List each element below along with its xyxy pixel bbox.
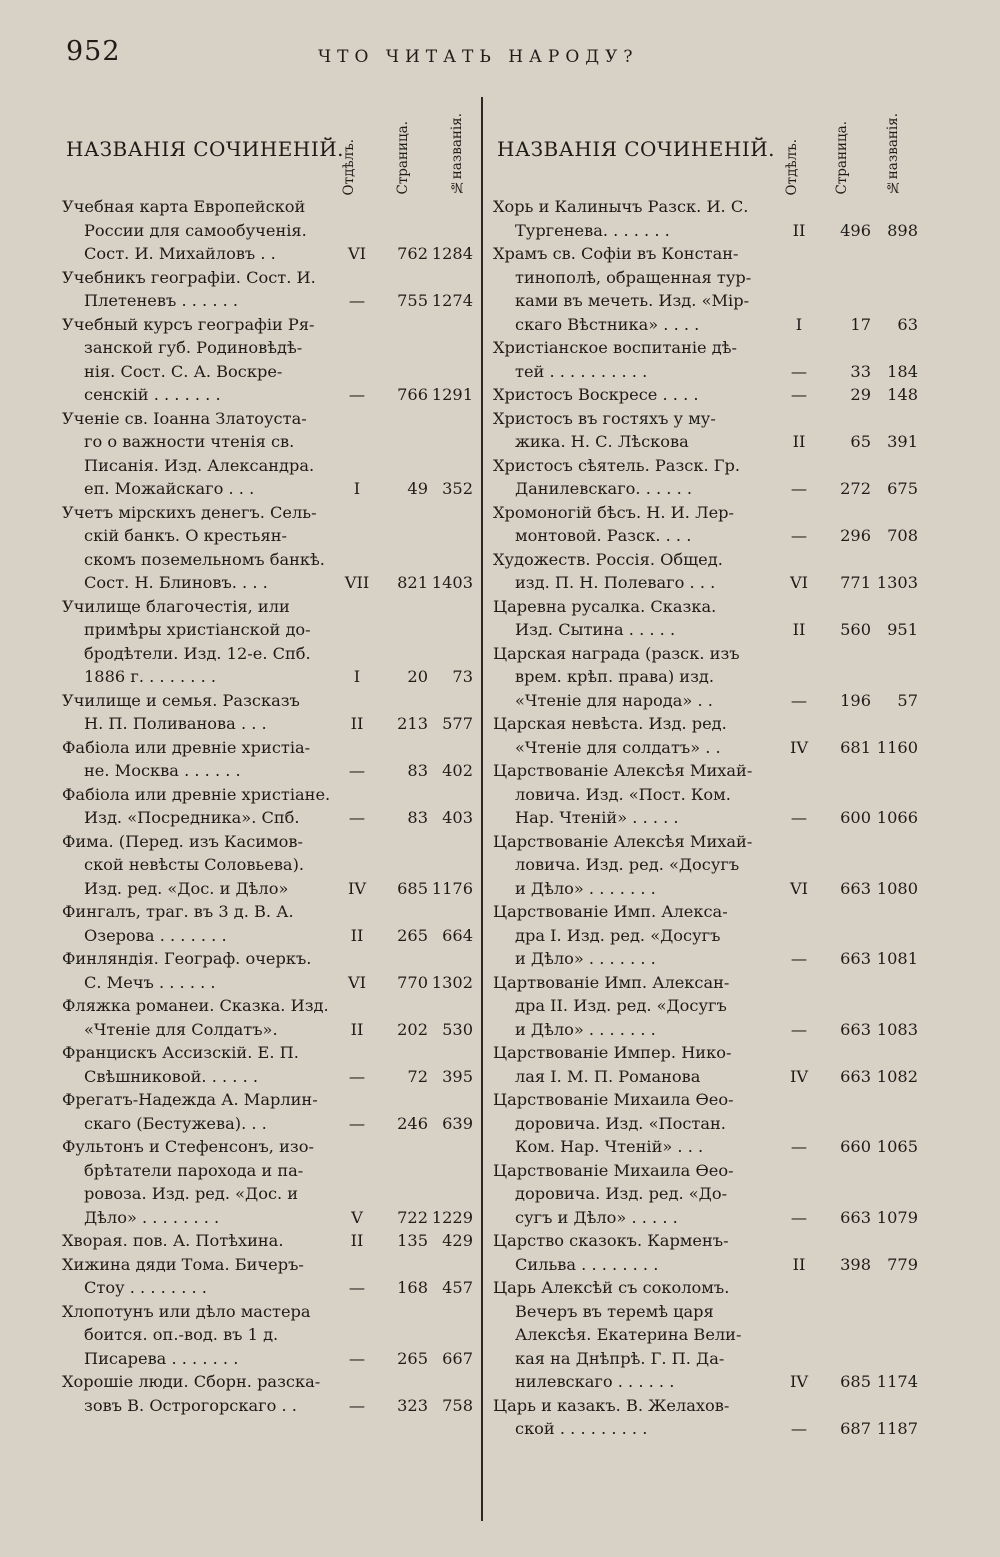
entry-title-line: Царевна русалка. Сказка.: [493, 596, 717, 616]
entry-title-line: Н. П. Поливанова . . .: [84, 714, 267, 733]
entry-list: [493, 195, 923, 1441]
entry-title-line: еп. Можайскаго . . .: [84, 479, 255, 498]
entry-title-line: кая на Днѣпрѣ. Г. П. Да-: [515, 1348, 725, 1368]
entry-title-line: дра II. Изд. ред. «Досугъ: [515, 996, 727, 1015]
entry-number: 457: [442, 1278, 473, 1297]
entry-page: 196: [840, 690, 871, 710]
entry-number: 1303: [876, 573, 918, 592]
index-entry: [493, 595, 923, 642]
left-column: [62, 100, 475, 1520]
column-header: [62, 100, 475, 195]
entry-title-line: го о важности чтенія св.: [84, 432, 295, 451]
entry-title-line: Тургенева. . . . . . .: [515, 220, 670, 240]
entry-number: 1302: [431, 972, 473, 992]
entry-title-line: Хорь и Калинычъ Разск. И. С.: [493, 197, 749, 216]
number-header: №названія.: [449, 112, 465, 195]
entry-page: 20: [407, 667, 428, 686]
entry-title-line: Писарева . . . . . . .: [84, 1348, 239, 1368]
entry-page: 168: [397, 1278, 428, 1297]
entry-number: 1291: [431, 385, 473, 404]
entry-title-line: Хорошіе люди. Сборн. разска-: [62, 1372, 321, 1391]
entry-number: 758: [442, 1395, 473, 1415]
entry-page: 770: [397, 972, 428, 992]
entry-title-line: Царская невѣста. Изд. ред.: [493, 714, 727, 733]
entry-section: —: [348, 1278, 366, 1297]
entry-title-line: Алексѣя. Екатерина Вели-: [515, 1325, 742, 1344]
entry-number: 148: [887, 385, 918, 404]
entry-title-line: бродѣтели. Изд. 12-е. Спб.: [84, 643, 311, 663]
column-header: [493, 100, 923, 195]
entry-title-line: и Дѣло» . . . . . . .: [515, 878, 656, 898]
entry-page: 685: [840, 1372, 871, 1391]
number-header: №названія.: [885, 112, 901, 195]
entry-section: VI: [789, 573, 809, 592]
entry-page: 663: [840, 949, 871, 968]
entry-number: 395: [442, 1066, 473, 1086]
entry-number: 1079: [876, 1207, 918, 1227]
entry-number: 429: [442, 1231, 473, 1250]
entry-title-line: «Чтеніе для народа» . .: [515, 690, 713, 710]
entry-page: 560: [840, 620, 871, 639]
entry-section: VI: [789, 878, 809, 898]
entry-section: IV: [789, 1066, 809, 1086]
entry-section: —: [790, 690, 808, 710]
entry-title-line: 1886 г. . . . . . . .: [84, 667, 217, 686]
entry-title-line: Училище и семья. Разсказъ: [62, 690, 300, 710]
entry-section: —: [790, 1207, 808, 1227]
entry-section: —: [790, 361, 808, 381]
entry-section: II: [350, 1231, 364, 1250]
index-entry: [493, 971, 923, 1042]
entry-title-line: России для самообученія.: [84, 220, 307, 240]
entry-section: —: [790, 385, 808, 404]
entry-page: 762: [397, 244, 428, 263]
entry-number: 639: [442, 1113, 473, 1133]
entry-title-line: ками въ мечеть. Изд. «Мір-: [515, 291, 750, 310]
entry-section: —: [790, 949, 808, 968]
entry-section: VI: [347, 972, 367, 992]
entry-page: 72: [407, 1066, 428, 1086]
entry-title-line: Художеств. Россія. Общед.: [493, 549, 723, 569]
entry-title-line: Царствованіе Импер. Нико-: [493, 1043, 732, 1062]
entry-page: 265: [397, 925, 428, 945]
entry-section: —: [790, 808, 808, 827]
running-head: ЧТО ЧИТАТЬ НАРОДУ?: [318, 47, 639, 67]
entry-page: 265: [397, 1348, 428, 1368]
entry-section: —: [348, 808, 366, 827]
entry-section: —: [348, 1348, 366, 1368]
entry-number: 1066: [876, 808, 918, 827]
entry-number: 1082: [876, 1066, 918, 1086]
entry-title-line: Царствованіе Имп. Алекса-: [493, 902, 728, 921]
entry-title-line: скій банкъ. О крестьян-: [84, 526, 287, 545]
entry-section: II: [350, 925, 364, 945]
entry-number: 951: [887, 620, 918, 639]
entry-number: 530: [442, 1019, 473, 1039]
entry-number: 1403: [431, 573, 473, 592]
entry-title-line: Ком. Нар. Чтеній» . . .: [515, 1137, 704, 1156]
entry-title-line: и Дѣло» . . . . . . .: [515, 1019, 656, 1039]
entry-title-line: Ученіе св. Іоанна Златоуста-: [62, 408, 307, 428]
entry-title-line: скомъ поземельномъ банкѣ.: [84, 549, 325, 569]
entry-title-line: Хворая. пов. А. Потѣхина.: [62, 1231, 284, 1250]
entry-title-line: «Чтеніе для Солдатъ».: [84, 1019, 278, 1039]
entry-section: VI: [347, 244, 367, 263]
index-entry: [62, 595, 475, 689]
entry-section: —: [348, 385, 366, 404]
entry-title-line: Фрегатъ-Надежда А. Марлин-: [62, 1090, 318, 1109]
entry-number: 1176: [431, 878, 473, 898]
index-entry: [62, 736, 475, 783]
entry-title-line: Сост. Н. Блиновъ. . . .: [84, 573, 268, 592]
entry-title-line: Стоу . . . . . . . .: [84, 1278, 207, 1297]
entry-title-line: Христіанское воспитаніе дѣ-: [493, 338, 737, 357]
entry-title-line: Храмъ св. Софіи въ Констан-: [493, 244, 739, 263]
index-entry: [493, 1041, 923, 1088]
entry-title-line: Изд. ред. «Дос. и Дѣло»: [84, 878, 289, 898]
entry-title-line: врем. крѣп. права) изд.: [515, 667, 715, 686]
entry-title-line: боится. оп.-вод. въ 1 д.: [84, 1325, 279, 1344]
entry-section: —: [348, 1395, 366, 1415]
entry-number: 667: [442, 1348, 473, 1368]
entry-title-line: Сост. И. Михайловъ . .: [84, 244, 276, 263]
entry-page: 135: [397, 1231, 428, 1250]
index-entry: [493, 1088, 923, 1159]
entry-number: 1187: [876, 1419, 918, 1438]
index-entry: [493, 454, 923, 501]
entry-page: 722: [397, 1207, 428, 1227]
entry-page: 272: [840, 479, 871, 498]
entry-title-line: Царская награда (разск. изъ: [493, 643, 740, 663]
entry-page: 681: [840, 737, 871, 757]
index-entry: [493, 383, 923, 407]
index-entry: [493, 336, 923, 383]
entry-section: II: [792, 432, 806, 451]
entry-number: 73: [452, 667, 473, 686]
entry-title-line: Царство сказокъ. Карменъ-: [493, 1231, 729, 1250]
entry-title-line: доровича. Изд. «Постан.: [515, 1113, 726, 1133]
entry-title-line: Христосъ Воскресе . . . .: [493, 385, 699, 404]
entry-title-line: Фабіола или древніе христіа-: [62, 737, 311, 757]
entry-title-line: Фляжка романеи. Сказка. Изд.: [62, 996, 329, 1015]
entry-title-line: «Чтеніе для солдатъ» . .: [515, 737, 721, 757]
entry-title-line: скаго (Бестужева). . .: [84, 1113, 267, 1133]
page-header: Страница.: [395, 121, 411, 195]
entry-section: I: [353, 479, 361, 498]
entry-page: 33: [850, 361, 871, 381]
entry-section: VII: [344, 573, 370, 592]
entry-title-line: брѣтатели парохода и па-: [84, 1160, 304, 1180]
entry-number: 708: [887, 526, 918, 545]
entry-title-line: изд. П. Н. Полеваго . . .: [515, 573, 716, 592]
entry-section: —: [348, 761, 366, 780]
entry-page: 398: [840, 1254, 871, 1274]
entry-title-line: сугъ и Дѣло» . . . . .: [515, 1207, 678, 1227]
entry-number: 1080: [876, 878, 918, 898]
entry-number: 352: [442, 479, 473, 498]
entry-title-line: Данилевскаго. . . . . .: [515, 479, 693, 498]
index-entry: [493, 900, 923, 971]
entry-title-line: Изд. «Посредника». Спб.: [84, 808, 300, 827]
entry-section: I: [353, 667, 361, 686]
index-entry: [493, 1229, 923, 1276]
entry-title-line: Царствованіе Михаила Ѳео-: [493, 1160, 734, 1180]
entry-title-line: Учебный курсъ географіи Ря-: [62, 314, 315, 334]
entry-page: 83: [407, 808, 428, 827]
entry-title-line: Хижина дяди Тома. Бичеръ-: [62, 1254, 304, 1274]
entry-title-line: Учебная карта Европейской: [62, 197, 306, 216]
index-entry: [493, 407, 923, 454]
entry-title-line: Царь и казакъ. В. Желахов-: [493, 1395, 730, 1415]
entry-page: 755: [397, 291, 428, 310]
entry-title-line: Сильва . . . . . . . .: [515, 1254, 659, 1274]
entry-title-line: сенскій . . . . . . .: [84, 385, 221, 404]
entry-list: [62, 195, 475, 1417]
section-header: Отдѣлъ.: [341, 138, 357, 195]
index-entry: [62, 1041, 475, 1088]
entry-section: IV: [347, 878, 367, 898]
entry-title-line: Хлопотунъ или дѣло мастера: [62, 1301, 311, 1321]
index-entry: [62, 1088, 475, 1135]
entry-title-line: Царь Алексѣй съ соколомъ.: [493, 1278, 730, 1297]
entry-title-line: ровоза. Изд. ред. «Дос. и: [84, 1184, 299, 1203]
entry-number: 1229: [431, 1207, 473, 1227]
entry-title-line: Цартвованіе Имп. Алексан-: [493, 972, 730, 992]
entry-title-line: и Дѣло» . . . . . . .: [515, 949, 656, 968]
entry-page: 766: [397, 385, 428, 404]
index-entry: [62, 266, 475, 313]
entry-title-line: Нар. Чтеній» . . . . .: [515, 808, 679, 827]
entry-title-line: ской невѣсты Соловьева).: [84, 855, 305, 874]
column-title: НАЗВАНІЯ СОЧИНЕНІЙ.: [497, 137, 776, 161]
index-entry: [493, 548, 923, 595]
entry-title-line: Францискъ Ассизскій. Е. П.: [62, 1043, 299, 1062]
entry-title-line: ской . . . . . . . . .: [515, 1419, 648, 1438]
index-entry: [62, 900, 475, 947]
entry-page: 296: [840, 526, 871, 545]
index-entry: [62, 501, 475, 595]
entry-number: 664: [442, 925, 473, 945]
index-entry: [493, 642, 923, 713]
entry-title-line: не. Москва . . . . . .: [84, 761, 241, 780]
entry-title-line: зовъ В. Острогорскаго . .: [84, 1395, 297, 1415]
entry-title-line: Христосъ сѣятель. Разск. Гр.: [493, 455, 740, 475]
entry-page: 663: [840, 1066, 871, 1086]
page-number: 952: [66, 36, 121, 67]
entry-page: 323: [397, 1395, 428, 1415]
entry-section: II: [792, 620, 806, 639]
entry-section: —: [348, 1066, 366, 1086]
entry-number: 391: [887, 432, 918, 451]
index-entry: [493, 712, 923, 759]
entry-page: 821: [397, 573, 428, 592]
page-header: Страница.: [834, 121, 850, 195]
index-entry: [62, 195, 475, 266]
section-header: Отдѣлъ.: [784, 138, 800, 195]
entry-title-line: Свѣшниковой. . . . . .: [84, 1066, 258, 1086]
entry-number: 779: [887, 1254, 918, 1274]
entry-title-line: Хромоногій бѣсъ. Н. И. Лер-: [493, 502, 734, 522]
entry-section: IV: [789, 1372, 809, 1391]
entry-title-line: примѣры христіанской до-: [84, 620, 311, 639]
entry-number: 1065: [876, 1137, 918, 1156]
entry-title-line: Финляндія. Географ. очеркъ.: [62, 949, 312, 968]
entry-page: 660: [840, 1137, 871, 1156]
entry-title-line: Фингалъ, траг. въ 3 д. В. А.: [62, 902, 294, 921]
index-entry: [62, 1135, 475, 1229]
index-entry: [62, 830, 475, 901]
index-entry: [62, 1253, 475, 1300]
entry-title-line: жика. Н. С. Лѣскова: [515, 432, 689, 451]
entry-number: 1083: [876, 1019, 918, 1039]
index-entry: [493, 830, 923, 901]
index-entry: [493, 1394, 923, 1441]
entry-title-line: Царствованіе Алексѣя Михай-: [493, 761, 753, 780]
entry-section: —: [790, 479, 808, 498]
index-entry: [62, 313, 475, 407]
entry-number: 577: [442, 714, 473, 733]
index-entry: [62, 947, 475, 994]
column-title: НАЗВАНІЯ СОЧИНЕНІЙ.: [66, 137, 345, 161]
index-entry: [62, 689, 475, 736]
index-entry: [62, 1300, 475, 1371]
index-entry: [493, 759, 923, 830]
index-entry: [62, 1229, 475, 1253]
index-entry: [493, 501, 923, 548]
index-entry: [493, 1276, 923, 1394]
column-rule: [481, 97, 483, 1521]
entry-title-line: Плетеневъ . . . . . .: [84, 291, 239, 310]
entry-section: —: [790, 1137, 808, 1156]
entry-number: 1274: [431, 291, 473, 310]
entry-page: 213: [397, 714, 428, 733]
entry-title-line: С. Мечъ . . . . . .: [84, 972, 216, 992]
index-entry: [62, 994, 475, 1041]
entry-title-line: Дѣло» . . . . . . . .: [84, 1207, 220, 1227]
entry-section: —: [348, 291, 366, 310]
entry-number: 403: [442, 808, 473, 827]
entry-title-line: занской губ. Родиновѣдѣ-: [84, 338, 303, 357]
entry-section: I: [795, 314, 803, 334]
entry-title-line: скаго Вѣстника» . . . .: [515, 314, 700, 334]
entry-page: 685: [397, 878, 428, 898]
index-entry: [62, 1370, 475, 1417]
entry-page: 771: [840, 573, 871, 592]
entry-section: II: [350, 714, 364, 733]
entry-section: V: [351, 1207, 363, 1227]
entry-title-line: ловича. Изд. «Пост. Ком.: [515, 784, 731, 804]
entry-title-line: тей . . . . . . . . . .: [515, 361, 648, 381]
entry-page: 663: [840, 1019, 871, 1039]
right-column: [493, 100, 923, 1520]
entry-title-line: Царствованіе Алексѣя Михай-: [493, 831, 753, 851]
entry-section: —: [790, 526, 808, 545]
entry-title-line: Фима. (Перед. изъ Касимов-: [62, 831, 303, 851]
index-entry: [62, 407, 475, 501]
entry-section: II: [350, 1019, 364, 1039]
entry-page: 17: [850, 314, 871, 334]
entry-section: II: [792, 1254, 806, 1274]
index-entry: [493, 195, 923, 242]
entry-title-line: нія. Сост. С. А. Воскре-: [84, 361, 283, 381]
entry-number: 1081: [876, 949, 918, 968]
entry-page: 600: [840, 808, 871, 827]
entry-title-line: тинополѣ, обращенная тур-: [515, 267, 752, 287]
entry-page: 687: [840, 1419, 871, 1438]
entry-number: 1174: [876, 1372, 918, 1391]
entry-title-line: Училище благочестія, или: [62, 596, 290, 616]
index-entry: [493, 242, 923, 336]
entry-page: 29: [850, 385, 871, 404]
index-entry: [493, 1159, 923, 1230]
entry-page: 663: [840, 878, 871, 898]
entry-title-line: Царствованіе Михаила Ѳео-: [493, 1090, 734, 1109]
entry-page: 663: [840, 1207, 871, 1227]
entry-title-line: Фабіола или древніе христіане.: [62, 784, 331, 804]
entry-title-line: лая I. М. П. Романова: [515, 1066, 701, 1086]
entry-page: 65: [850, 432, 871, 451]
entry-page: 202: [397, 1019, 428, 1039]
entry-section: —: [790, 1019, 808, 1039]
entry-section: IV: [789, 737, 809, 757]
entry-number: 1160: [876, 737, 918, 757]
entry-page: 496: [840, 220, 871, 240]
entry-number: 184: [887, 361, 918, 381]
entry-title-line: Учебникъ географіи. Сост. И.: [62, 267, 316, 287]
entry-section: II: [792, 220, 806, 240]
entry-section: —: [348, 1113, 366, 1133]
entry-title-line: Озерова . . . . . . .: [84, 925, 227, 945]
entry-number: 675: [887, 479, 918, 498]
entry-page: 83: [407, 761, 428, 780]
entry-number: 1284: [431, 244, 473, 263]
entry-number: 898: [887, 220, 918, 240]
entry-title-line: дра I. Изд. ред. «Досугъ: [515, 925, 721, 945]
entry-number: 402: [442, 761, 473, 780]
entry-title-line: Учетъ мірскихъ денегъ. Сель-: [62, 502, 317, 522]
entry-number: 57: [897, 690, 918, 710]
entry-page: 246: [397, 1113, 428, 1133]
index-entry: [62, 783, 475, 830]
entry-title-line: Вечеръ въ теремѣ царя: [515, 1301, 714, 1321]
entry-section: —: [790, 1419, 808, 1438]
entry-page: 49: [407, 479, 428, 498]
entry-title-line: монтовой. Разск. . . .: [515, 526, 692, 545]
entry-title-line: Фультонъ и Стефенсонъ, изо-: [62, 1137, 314, 1156]
entry-number: 63: [897, 314, 918, 334]
entry-title-line: ловича. Изд. ред. «Досугъ: [515, 855, 740, 874]
entry-title-line: Изд. Сытина . . . . .: [515, 620, 676, 639]
entry-title-line: Писанія. Изд. Александра.: [84, 455, 315, 475]
entry-title-line: Христосъ въ гостяхъ у му-: [493, 408, 716, 428]
entry-title-line: доровича. Изд. ред. «До-: [515, 1184, 728, 1203]
entry-title-line: нилевскаго . . . . . .: [515, 1372, 675, 1391]
